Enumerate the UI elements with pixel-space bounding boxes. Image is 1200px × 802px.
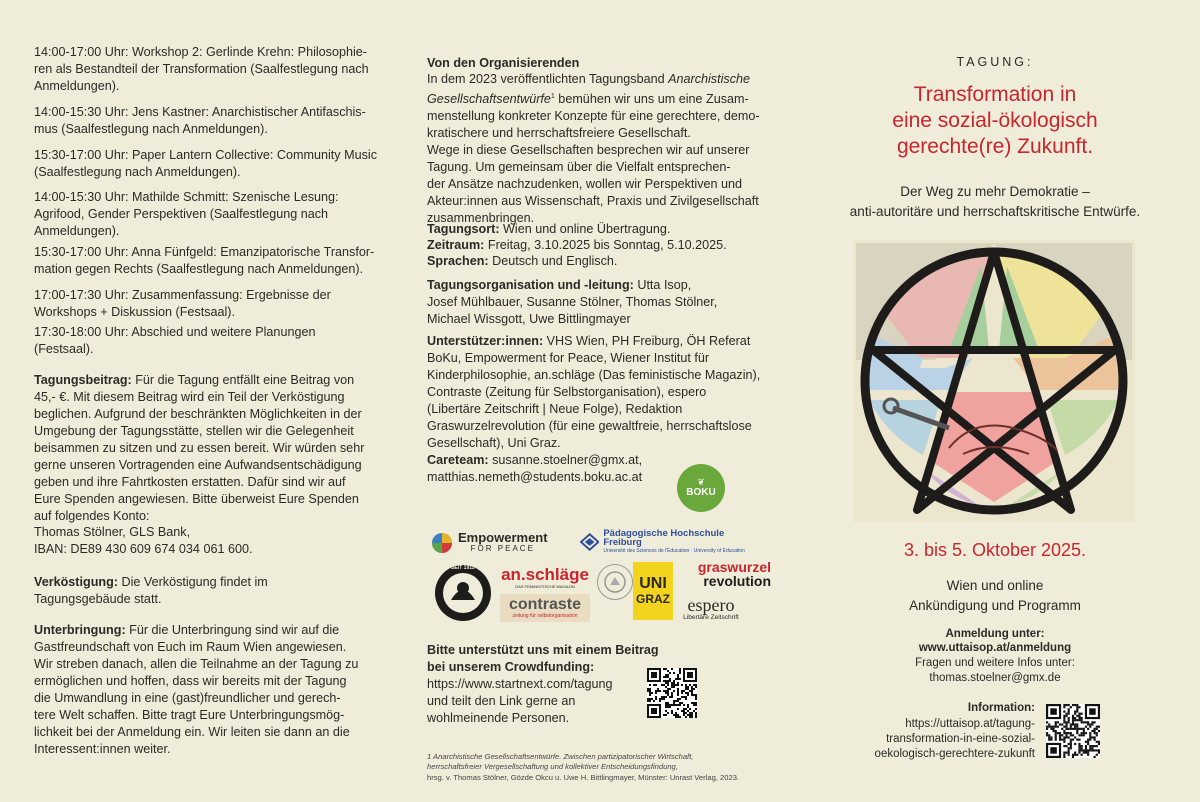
crowdfunding-heading: Bitte unterstützt uns mit einem Beitrag bei unserem Crowdfunding: (427, 643, 659, 674)
empowerment-icon (431, 532, 453, 554)
graz-text: GRAZ (636, 592, 670, 606)
uni-graz-logo (633, 562, 673, 620)
bank-account: Thomas Stölner, GLS Bank, IBAN: DE89 430 609 674 034 061 600. (34, 525, 253, 556)
seal-text: SEIT 1912 (451, 565, 475, 571)
university-seal-icon (603, 570, 627, 594)
empowerment-sub: FOR PEACE (470, 544, 535, 553)
org-heading: Von den Organisierenden (427, 56, 580, 70)
ph-text: Pädagogische Hochschule Freiburg (603, 527, 725, 548)
contraste-sub: zeitung für selbstorganisation (512, 613, 578, 619)
unterbringung-paragraph (34, 622, 386, 758)
graswurzel-text: graswurzel (697, 559, 771, 575)
left-column (34, 0, 386, 802)
qr-code-graphic (1046, 704, 1100, 758)
event-place: Wien und online Ankündigung und Programm (909, 578, 1081, 613)
tagungsort-text: Wien und online Übertragung. (499, 222, 671, 236)
supporters-paragraph (427, 333, 775, 452)
schedule-item: 15:30-17:00 Uhr: Anna Fünfgeld: Emanzipatorische Transfor- mation gegen Rechts (Saalfestlegung nach Anmeldungen). (34, 245, 375, 276)
footnote-publisher: hrsg. v. Thomas Stölner, Gözde Okcu u. Uwe H. Bittlingmayer, Münster: Unrast Verlag, 2023. (427, 772, 740, 782)
event-title: Transformation in eine sozial-ökologisch gerechte(re) Zukunft. (892, 83, 1098, 158)
organisation-text: Utta Isop, Josef Mühlbauer, Susanne Stölner, Thomas Stölner, Michael Wissgott, Uwe Bittlingmayer (427, 278, 718, 326)
zeitraum-text: Freitag, 3.10.2025 bis Sonntag, 5.10.2025. (484, 238, 727, 252)
schedule-item: 14:00-15:30 Uhr: Mathilde Schmitt: Szenische Lesung: Agrifood, Gender Perspektiven (Saalfestlegung nach Anmeldungen). (34, 190, 339, 238)
right-column (845, 0, 1145, 802)
verkoestigung-text: Die Verköstigung findet im Tagungsgebäude statt. (34, 575, 268, 606)
sprachen (427, 253, 775, 270)
ph-sub: Université des Sciences de l'Education · University of Education (603, 547, 745, 554)
seal-logo (431, 562, 495, 624)
uni-text: UNI (639, 575, 667, 592)
university-seal (597, 564, 633, 600)
leaf-icon: ❦ (697, 477, 705, 487)
contraste-text: contraste (508, 596, 582, 613)
org-text-rest: bemühen wir uns um eine Zusam- menstellung konkreter Konzepte für eine gerechtere, demo- kratischere und herrschaftsfreiere Gesellschaft. Wege in diese Gesellschaften besprechen wir auf unserer Tagung. Um gemeinsam über die Vielfalt entsprechen- der Ansätze nachzudenken, wollen wir Perspektiven und Akteur:innen aus Wissenschaft, Praxis und Zivilgesellschaft zusammenbringen. (427, 92, 760, 226)
supporters-label: Unterstützer:innen: (427, 334, 544, 348)
graswurzel-logo (675, 559, 771, 589)
footnote-marker: 1 (550, 93, 555, 100)
middle-column (427, 0, 775, 802)
empowerment-logo (431, 530, 567, 556)
organisation-label: Tagungsorganisation und -leitung: (427, 278, 634, 292)
espero-sub: Libertäre Zeitschrift (683, 613, 739, 621)
schedule-item: 14:00-17:00 Uhr: Workshop 2: Gerlinde Krehn: Philosophie- ren als Bestandteil der Transformation (Saalfestlegung nach Anmeldungen). (34, 45, 369, 93)
espero-text: espero (687, 594, 735, 615)
illustration (853, 240, 1135, 522)
zeitraum (427, 237, 775, 254)
beitrag-text: Für die Tagung entfällt eine Beitrag von 45,- €. Mit diesem Beitrag wird ein Teil der Verköstigung beglichen. Aufgrund der beschränkten Möglichkeiten in der Umgebung der Tagungsstätte, stellen wir die Gelegenheit beisammen zu sitzen und zu essen bereit. Wir würden sehr gerne unseren Vortragenden eine Aufwandsentschädigung geben und ihre Fahrtkosten erstatten. Dafür sind wir auf Eure Spenden angewiesen. Bitte überweist Eure Spenden auf folgendes Konto: (34, 373, 365, 523)
crowdfunding-text: https://www.startnext.com/tagung und teilt den Link gerne an wohlmeinende Personen. (427, 677, 613, 725)
anschlaege-text: an.schläge (501, 564, 589, 584)
espero-logo (673, 594, 749, 622)
crowdfunding-qr-code[interactable] (647, 668, 697, 718)
sprachen-text: Deutsch und Englisch. (488, 254, 618, 268)
revolution-text: revolution (703, 573, 771, 589)
contact-info: Fragen und weitere Infos unter: thomas.stoelner@gmx.de (915, 657, 1075, 684)
tagungsort (427, 221, 775, 238)
anschlaege-sub: DAS FEMINISTISCHE MAGAZIN (515, 583, 575, 589)
footnote-title: 1 Anarchistische Gesellschaftsentwürfe. Zwischen partizipatorischer Wirtschaft, herrschaftsfreier Vergesellschaftung und kollektiver Entscheidungsfindung, (427, 751, 694, 772)
boku-logo-text: BOKU (686, 487, 716, 498)
organisation-paragraph (427, 277, 775, 328)
sprachen-label: Sprachen: (427, 254, 489, 268)
org-paragraph (427, 71, 775, 227)
information-link[interactable]: https://uttaisop.at/tagung- transformation-in-eine-sozial- oekologisch-gerechtere-zukunft (874, 718, 1035, 760)
org-text-start: In dem 2023 veröffentlichten Tagungsband (427, 72, 669, 86)
book-title: Anarchistische Gesellschaftsentwürfe (427, 72, 751, 107)
supporters-text: VHS Wien, PH Freiburg, ÖH Referat BoKu, Empowerment for Peace, Wiener Institut für Kinderphilosophie, an.schläge (Das feministische Magazin), Contraste (Zeitung für Selbstorganisation), espero (Libertäre Zeitschrift | Neue Folge), Redaktion Graswurzelrevolution (für eine gewaltfreie, herrschaftslose Gesellschaft), Uni Graz. (427, 334, 761, 450)
careteam-label: Careteam: (427, 453, 489, 467)
schedule-item: 15:30-17:00 Uhr: Paper Lantern Collective: Community Music (Saalfestlegung nach Anmeldungen). (34, 148, 377, 179)
beitrag-paragraph (34, 372, 386, 525)
information-qr-code[interactable] (1046, 704, 1100, 758)
schedule-item: 17:00-17:30 Uhr: Zusammenfassung: Ergebnisse der Workshops + Diskussion (Festsaal). (34, 288, 331, 319)
beitrag-label: Tagungsbeitrag: (34, 373, 132, 387)
contraste-logo (500, 594, 590, 622)
kicker: TAGUNG: (956, 55, 1034, 69)
registration-link[interactable]: www.uttaisop.at/anmeldung (918, 642, 1072, 654)
ph-freiburg-logo (580, 527, 760, 554)
seal-icon (431, 562, 495, 624)
unterbringung-text: Für die Unterbringung sind wir auf die Gastfreundschaft von Euch im Raum Wien angewiesen. Wir streben danach, allen die Teilnahme an der Tagung zu ermöglichen und hoffen, dass wir bereits mit der Tagung die Umwandlung in eine (gast)freundlicher und gerech- tere Welt schaffen. Bitte tragt Eure Unterbringungsmög- lichkeit bei der Anmeldung ein. Wir leiten sie dann an die Interessent:innen weiter. (34, 623, 359, 756)
tagungsort-label: Tagungsort: (427, 222, 500, 236)
event-subtitle: Der Weg zu mehr Demokratie – anti-autoritäre und herrschaftskritische Entwürfe. (849, 184, 1141, 219)
information-label: Information: (967, 702, 1035, 714)
pentagram-illustration (853, 240, 1135, 522)
boku-logo (677, 464, 725, 512)
verkoestigung-label: Verköstigung: (34, 575, 118, 589)
empowerment-text: Empowerment (458, 530, 548, 545)
registration-label: Anmeldung unter: (945, 628, 1045, 640)
event-date: 3. bis 5. Oktober 2025. (903, 540, 1087, 560)
careteam-text: susanne.stoelner@gmx.at, matthias.nemeth@students.boku.ac.at (427, 453, 643, 484)
zeitraum-label: Zeitraum: (427, 238, 485, 252)
unterbringung-label: Unterbringung: (34, 623, 126, 637)
verkoestigung-paragraph (34, 574, 386, 608)
qr-code-graphic (647, 668, 697, 718)
anschlaege-logo (502, 564, 588, 590)
schedule-item: 14:00-15:30 Uhr: Jens Kastner: Anarchistischer Antifaschis- mus (Saalfestlegung nach Anmeldungen). (34, 105, 366, 136)
schedule-item: 17:30-18:00 Uhr: Abschied und weitere Planungen (Festsaal). (34, 325, 316, 356)
ph-diamond-icon (580, 533, 599, 551)
